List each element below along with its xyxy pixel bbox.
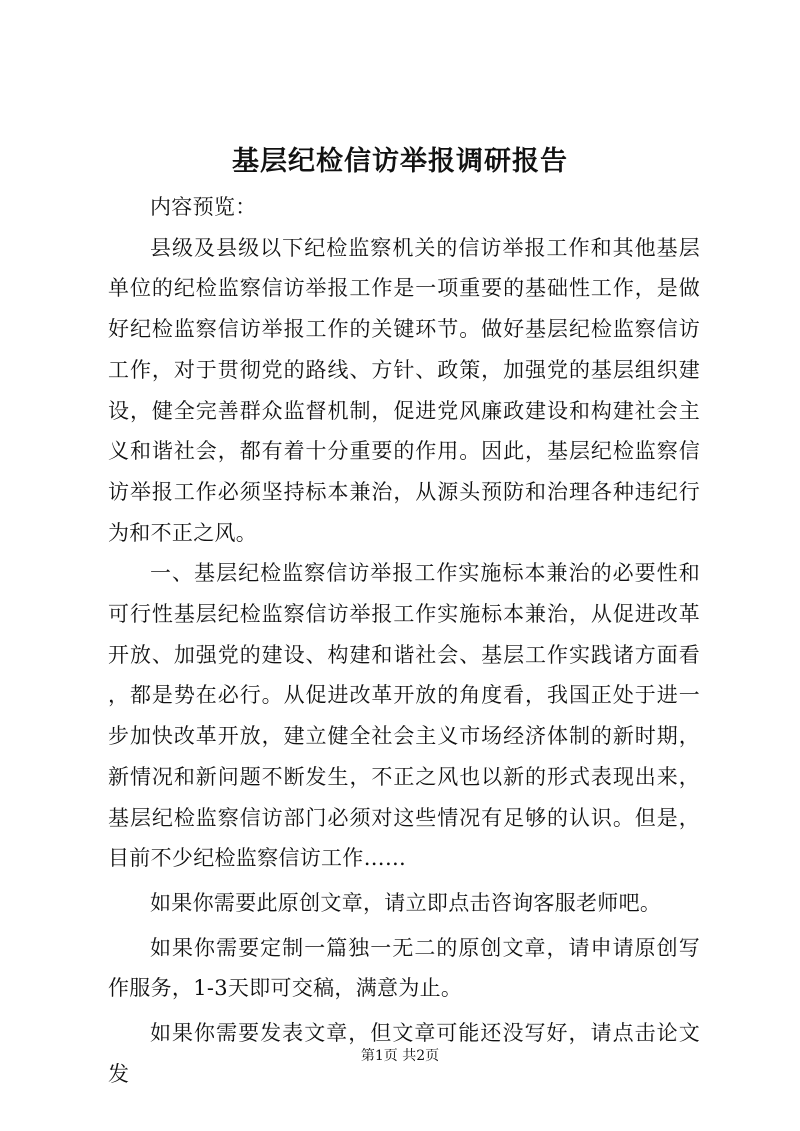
paragraph-section-one: 一、基层纪检监察信访举报工作实施标本兼治的必要性和可行性基层纪检监察信访举报工作实施标本兼治，从促进改革开放、加强党的建设、构建和谐社会、基层工作实践诸方面看，都是势在必行。从促进改革开放的角度看，我国正处于进一步加快改革开放，建立健全社会主义市场经济体制的新时期，新情况和新问题不断发生，不正之风也以新的形式表现出来，基层纪检监察信访部门必须对这些情况有足够的认识。但是，目前不少纪检监察信访工作……: [108, 561, 700, 871]
paragraph-custom-writing: 如果你需要定制一篇独一无二的原创文章，请申请原创写作服务，1-3天即可交稿，满意为止。: [108, 935, 700, 1001]
paragraph-consult-prompt: 如果你需要此原创文章，请立即点击咨询客服老师吧。: [150, 890, 662, 915]
document-title: 基层纪检信访举报调研报告: [232, 146, 568, 177]
paragraph-intro: 县级及县级以下纪检监察机关的信访举报工作和其他基层单位的纪检监察信访举报工作是一项重要的基础性工作，是做好纪检监察信访举报工作的关键环节。做好基层纪检监察信访工作，对于贯彻党的路线、方针、政策，加强党的基层组织建设，健全完善群众监督机制，促进党风廉政建设和构建社会主义和谐社会，都有着十分重要的作用。因此，基层纪检监察信访举报工作必须坚持标本兼治，从源头预防和治理各种违纪行为和不正之风。: [108, 235, 700, 545]
paragraph-preview-label: 内容预览：: [150, 195, 257, 219]
paragraph-publish-prompt: 如果你需要发表文章，但文章可能还没写好，请点击论文发: [108, 1021, 700, 1086]
page-number-footer: 第1页 共2页: [360, 1048, 440, 1064]
document-body: [108, 187, 700, 1094]
